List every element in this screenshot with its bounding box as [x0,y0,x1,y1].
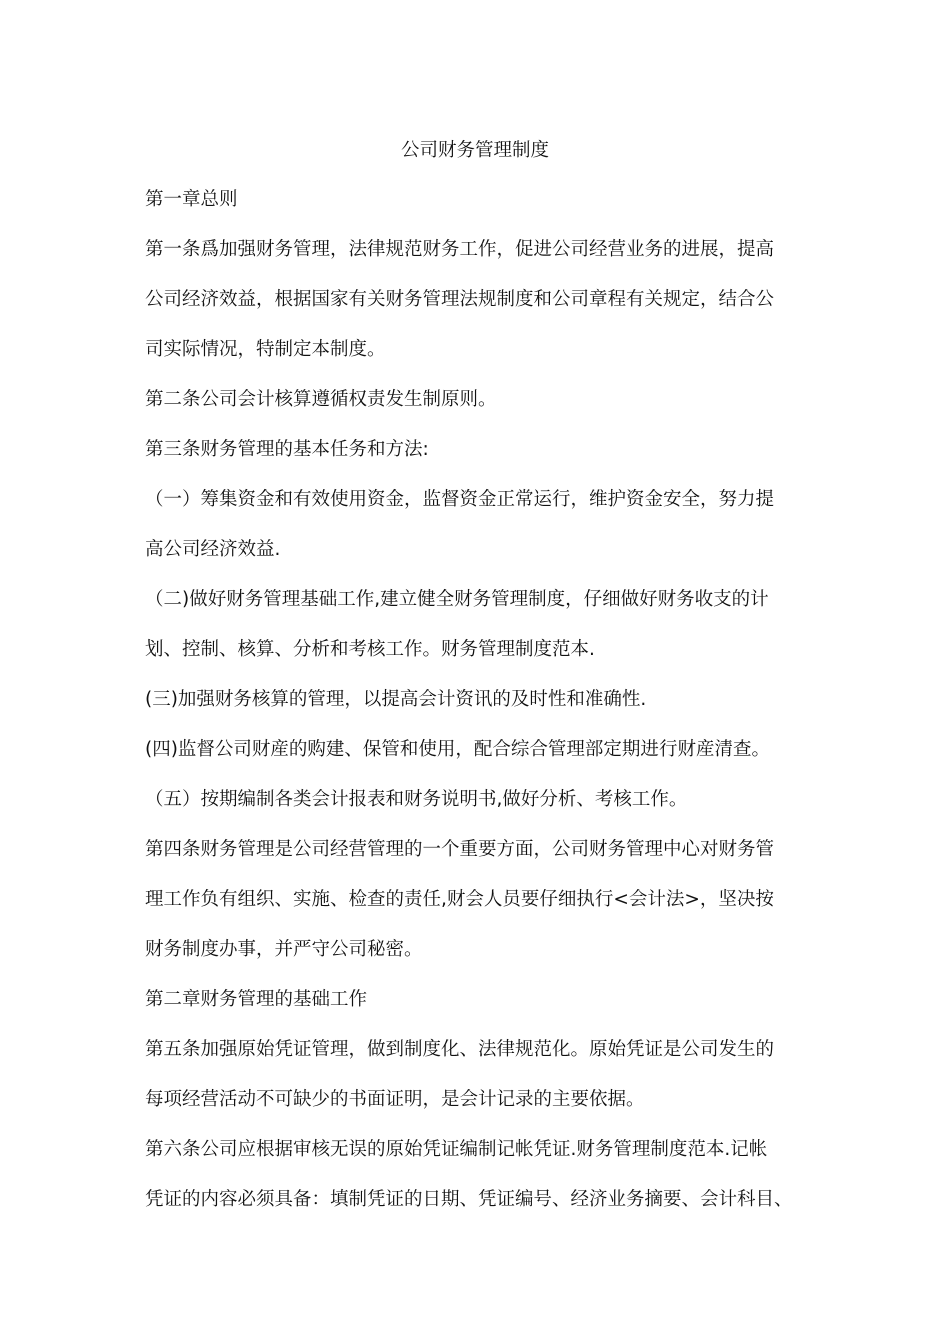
paragraph-line: 理工作负有组织、实施、检查的责任,财会人员要仔细执行<会计法>，坚决按 [145,889,774,910]
paragraph-line: 第一条爲加强财务管理，法律规范财务工作，促进公司经营业务的进展，提高 [145,239,775,260]
paragraph-line: 第六条公司应根据审核无误的原始凭证编制记帐凭证.财务管理制度范本.记帐 [145,1139,768,1160]
chapter-heading: 第二章财务管理的基础工作 [145,989,368,1010]
paragraph-line: 公司经济效益，根据国家有关财务管理法规制度和公司章程有关规定，结合公 [145,289,775,310]
paragraph-line: 第五条加强原始凭证管理，做到制度化、法律规范化。原始凭证是公司发生的 [145,1039,775,1060]
paragraph-line: 凭证的内容必须具备：填制凭证的日期、凭证编号、经济业务摘要、会计科目、 [145,1189,793,1210]
paragraph-line: (四)监督公司财産的购建、保管和使用，配合综合管理部定期进行财産清查。 [145,739,770,760]
paragraph-line: 财务制度办事，并严守公司秘密。 [145,939,423,960]
paragraph-line: （五）按期编制各类会计报表和财务说明书,做好分析、考核工作。 [145,789,688,810]
paragraph-line: 司实际情况，特制定本制度。 [145,339,386,360]
paragraph-line: 第四条财务管理是公司经营管理的一个重要方面，公司财务管理中心对财务管 [145,839,775,860]
paragraph-line: 高公司经济效益. [145,539,281,560]
paragraph-line: 第三条财务管理的基本任务和方法: [145,439,429,460]
paragraph-line: 划、控制、核算、分析和考核工作。财务管理制度范本. [145,639,595,660]
document-title: 公司财务管理制度 [400,140,549,161]
paragraph-line: 第二条公司会计核算遵循权责发生制原则。 [145,389,497,410]
chapter-heading: 第一章总则 [145,189,238,210]
paragraph-line: （二)做好财务管理基础工作,建立健全财务管理制度，仔细做好财务收支的计 [145,589,769,610]
paragraph-line: （一）筹集资金和有效使用资金，监督资金正常运行，维护资金安全，努力提 [145,489,775,510]
paragraph-line: (三)加强财务核算的管理，以提高会计资讯的及时性和准确性. [145,689,647,710]
paragraph-line: 每项经营活动不可缺少的书面证明，是会计记录的主要依据。 [145,1089,645,1110]
